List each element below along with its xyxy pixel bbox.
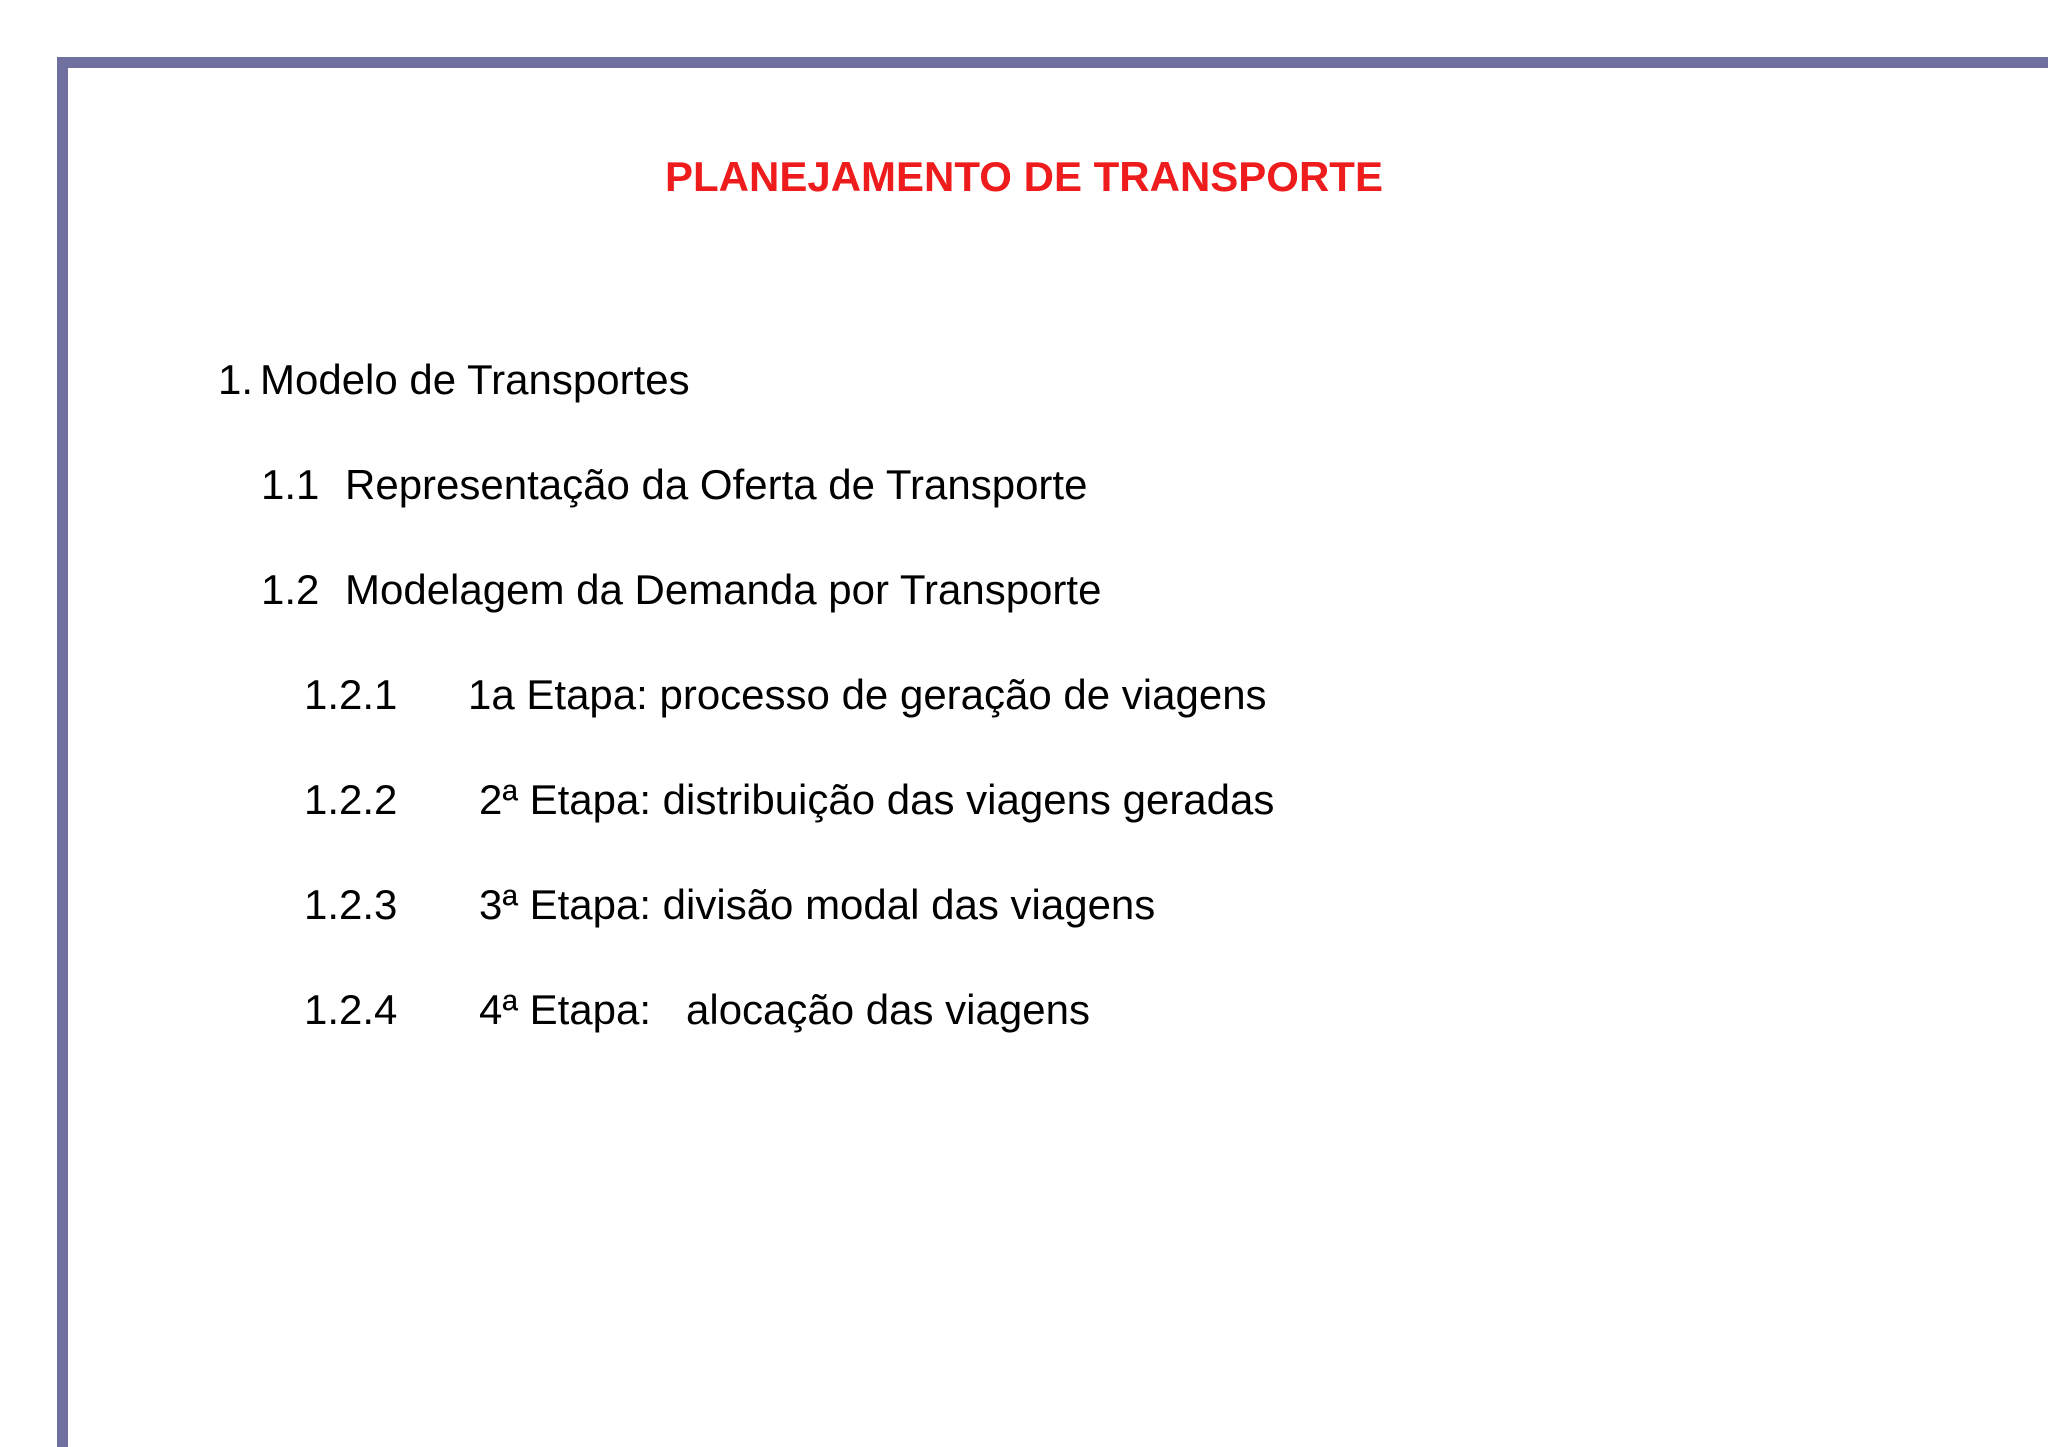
outline-item-text: Representação da Oferta de Transporte [345, 461, 1088, 508]
outline-item-number: 1.1 [261, 461, 320, 508]
outline-item-1-2-4 [304, 984, 1090, 1140]
page-title: PLANEJAMENTO DE TRANSPORTE [665, 153, 1383, 200]
slide-frame-left-border [57, 57, 68, 1447]
outline-item-number: 1.2.1 [304, 671, 398, 718]
outline-item-number: 1.2.4 [304, 986, 398, 1033]
outline-item-text: Modelo de Transportes [260, 356, 690, 403]
outline-item-text: 3ª Etapa: divisão modal das viagens [479, 881, 1156, 928]
outline-item-number: 1.2.2 [304, 776, 398, 823]
outline-item-number: 1.2.3 [304, 881, 398, 928]
outline-item-text: 2ª Etapa: distribuição das viagens geradas [479, 776, 1275, 823]
outline-item-number: 1. [218, 356, 254, 403]
slide-frame-top-border [57, 57, 2048, 68]
outline-item-text: 1a Etapa: processo de geração de viagens [468, 671, 1267, 718]
outline-item-text: 4ª Etapa: alocação das viagens [479, 986, 1090, 1033]
outline-item-text: Modelagem da Demanda por Transporte [345, 566, 1102, 613]
outline-item-number: 1.2 [261, 566, 320, 613]
